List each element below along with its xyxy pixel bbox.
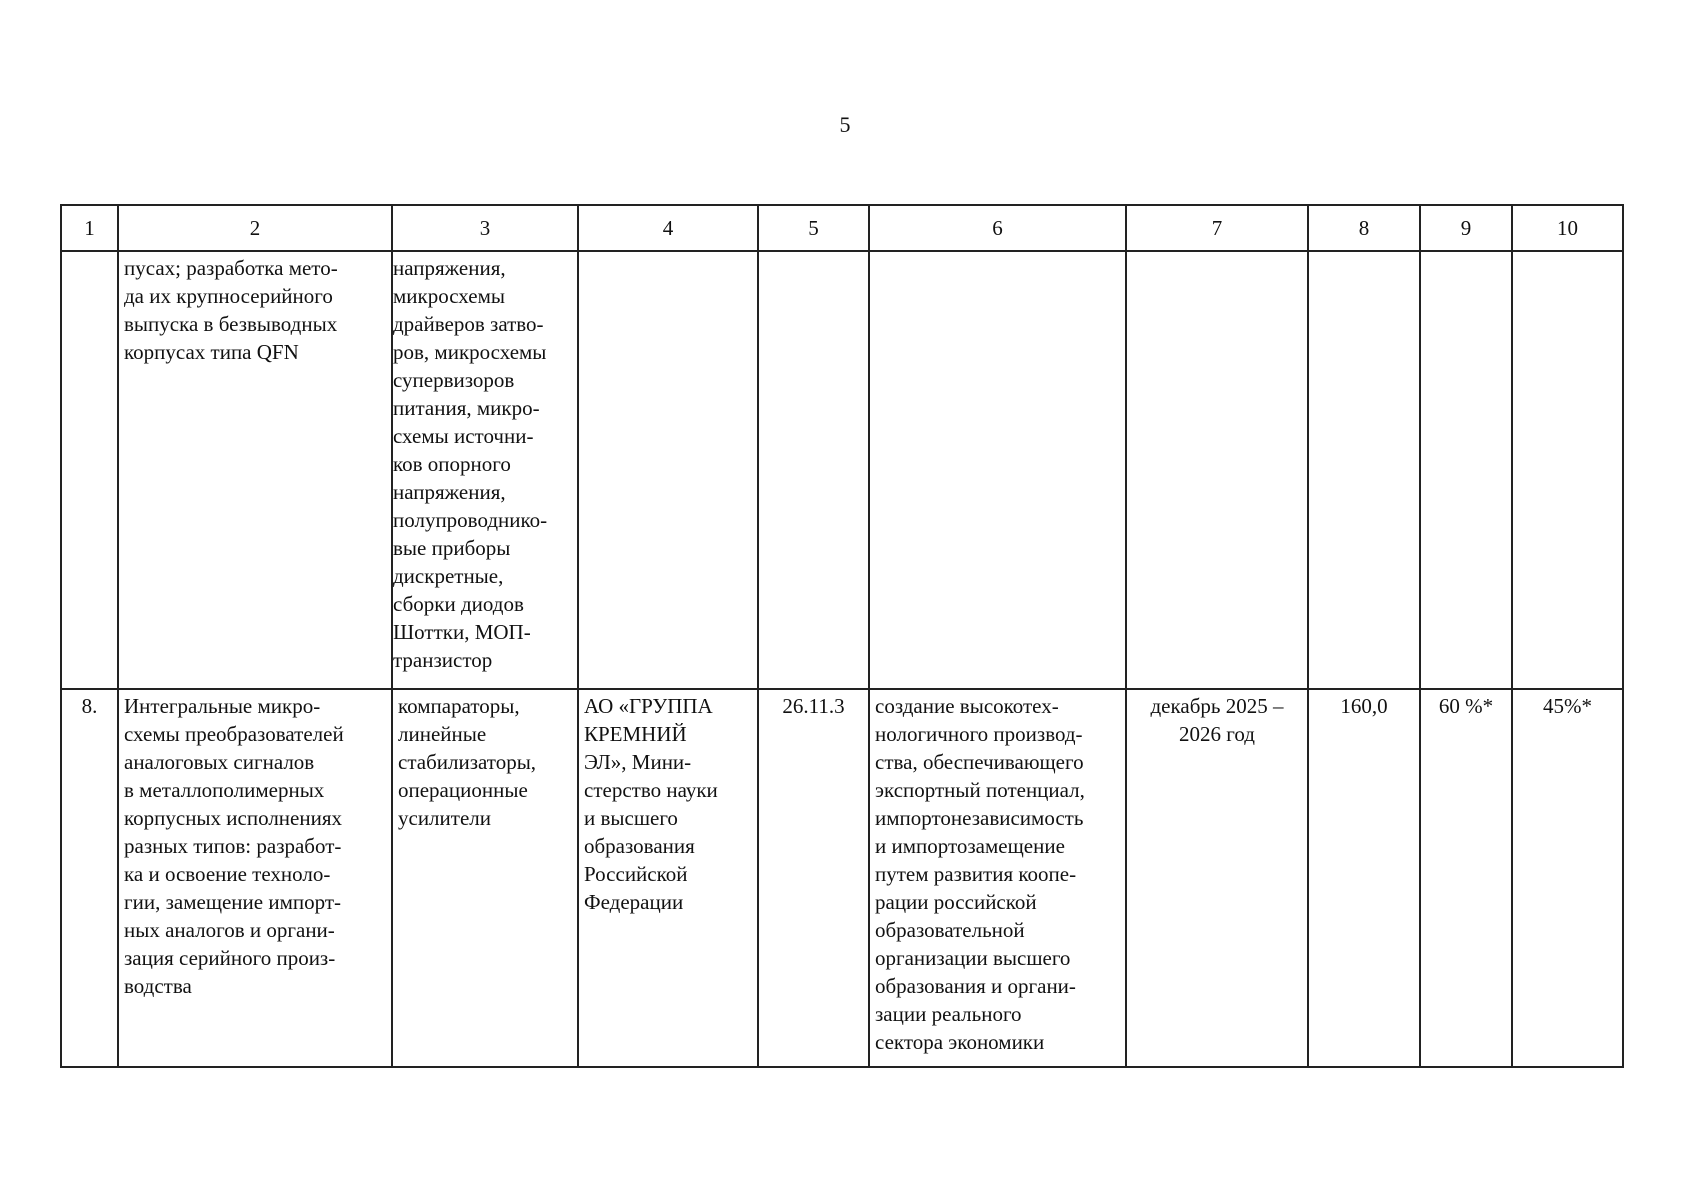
percent-col9-cell: 60 %* (1420, 689, 1512, 1067)
okpd-code-cell (758, 251, 869, 689)
page-number: 5 (839, 112, 851, 137)
row-number-cell (61, 251, 118, 689)
term-cell: декабрь 2025 – 2026 год (1126, 689, 1308, 1067)
products-cell: компараторы, линейные стабилизаторы, операционные усилители (392, 689, 578, 1067)
header-cell: 9 (1420, 205, 1512, 251)
project-name-cell: Интегральные микро- схемы преобразователей аналоговых сигналов в металлополимерных корпусных исполнениях разных типов: разработ- ка и освоение техноло- гии, замещение импорт- ных аналогов и органи- зация серийного произ- водства (118, 689, 392, 1067)
products-cell: напряжения, микросхемы драйверов затво- ров, микросхемы супервизоров питания, микро- схемы источни- ков опорного напряжения, полупроводнико- вые приборы дискретные, сборки диодов Шоттки, МОП- транзистор (392, 251, 578, 689)
header-cell: 7 (1126, 205, 1308, 251)
amount-cell (1308, 251, 1420, 689)
percent-col10-cell: 45%* (1512, 689, 1623, 1067)
organization-cell: АО «ГРУППА КРЕМНИЙ ЭЛ», Мини- стерство науки и высшего образования Российской Федерации (578, 689, 758, 1067)
header-cell: 4 (578, 205, 758, 251)
header-cell: 1 (61, 205, 118, 251)
percent-col10-cell (1512, 251, 1623, 689)
row-number-cell: 8. (61, 689, 118, 1067)
goal-cell: создание высокотех- нологичного производ- ства, обеспечивающего экспортный потенциал, импортонезависимость и импортозамещение путем развития коопе- рации российской образовательной организации высшего образования и органи- зации реального сектора экономики (869, 689, 1126, 1067)
table-row (61, 689, 1623, 1067)
percent-col9-cell (1420, 251, 1512, 689)
organization-cell (578, 251, 758, 689)
okpd-code-cell: 26.11.3 (758, 689, 869, 1067)
goal-cell (869, 251, 1126, 689)
header-cell: 8 (1308, 205, 1420, 251)
table-row (61, 251, 1623, 689)
header-cell: 5 (758, 205, 869, 251)
amount-cell: 160,0 (1308, 689, 1420, 1067)
header-cell: 2 (118, 205, 392, 251)
header-cell: 3 (392, 205, 578, 251)
header-row (61, 205, 1623, 251)
project-name-cell: пусах; разработка мето- да их крупносерийного выпуска в безвыводных корпусах типа QFN (118, 251, 392, 689)
term-cell (1126, 251, 1308, 689)
header-cell: 10 (1512, 205, 1623, 251)
projects-table (60, 204, 1624, 1068)
header-cell: 6 (869, 205, 1126, 251)
